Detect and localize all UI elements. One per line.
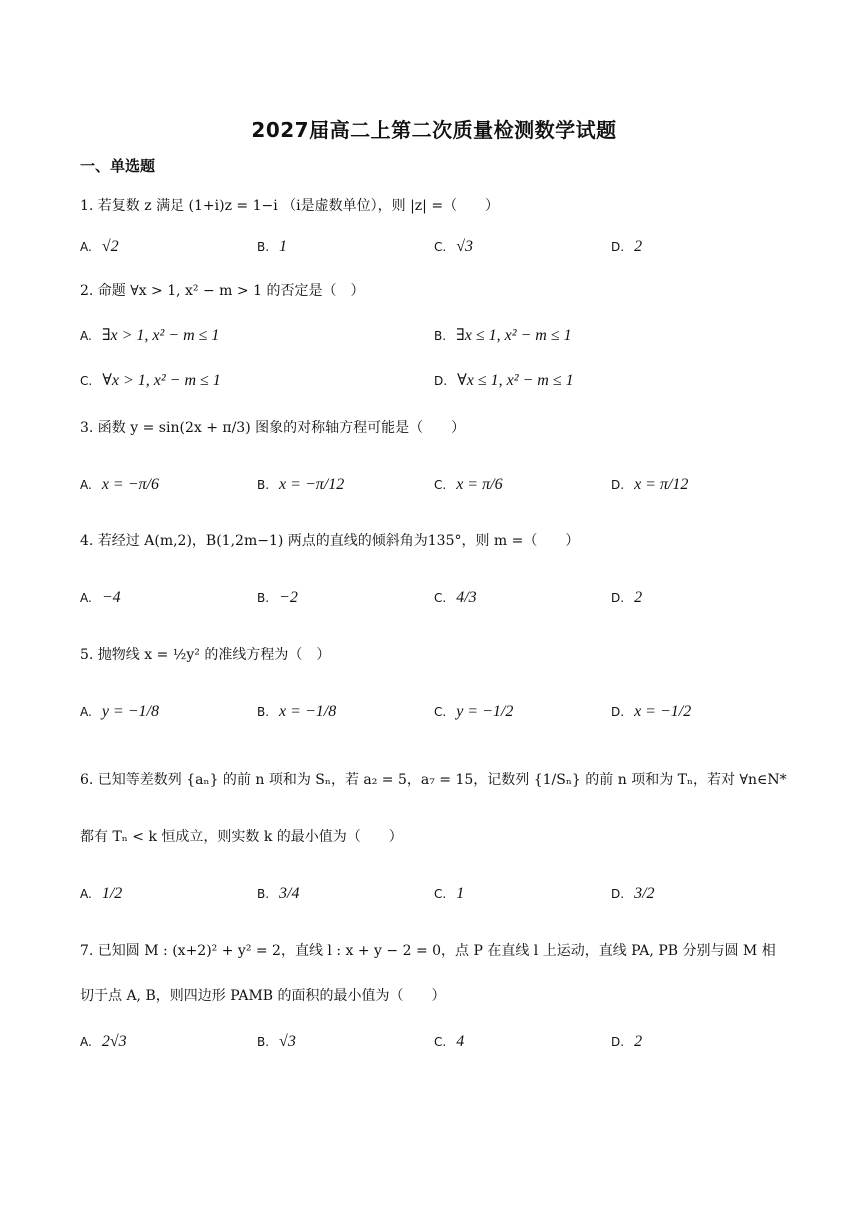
question-2-options-row2: [80, 367, 820, 407]
question-6-options: [80, 880, 820, 920]
q1-option-b[interactable]: B. 1: [257, 238, 288, 255]
question-2-stem: 2. 命题 ∀x > 1, x² − m > 1 的否定是（ ）: [80, 283, 365, 299]
q6-option-c[interactable]: C. 1: [434, 885, 465, 902]
q4-option-c[interactable]: C. 4/3: [434, 589, 477, 606]
question-3-options: [80, 471, 820, 511]
q1-option-c[interactable]: C. √3: [434, 238, 473, 255]
question-3-stem: 3. 函数 y = sin(2x + π/3) 图象的对称轴方程可能是（ ）: [80, 420, 466, 436]
question-7-stem-cont: 切于点 A, B，则四边形 PAMB 的面积的最小值为（ ）: [80, 988, 446, 1004]
section-heading: 一、单选题: [80, 157, 156, 175]
question-7-stem: 7. 已知圆 M : (x+2)² + y² = 2，直线 l : x + y − 2 = 0，点 P 在直线 l 上运动，直线 PA, PB 分别与圆 M 相: [80, 943, 776, 959]
question-2-options-row1: [80, 322, 820, 362]
q3-option-a[interactable]: A. x = −π/6: [80, 476, 159, 493]
question-6-stem-cont: 都有 Tₙ < k 恒成立，则实数 k 的最小值为（ ）: [80, 829, 403, 845]
question-6-stem: 6. 已知等差数列 {aₙ} 的前 n 项和为 Sₙ，若 a₂ = 5，a₇ = 15，记数列 {1/Sₙ} 的前 n 项和为 Tₙ，若对 ∀n∈N*: [80, 772, 787, 788]
q1-option-d[interactable]: D. 2: [611, 238, 643, 255]
q2-option-b[interactable]: B. ∃x ≤ 1, x² − m ≤ 1: [434, 327, 572, 344]
question-5-options: [80, 698, 820, 738]
q6-option-d[interactable]: D. 3/2: [611, 885, 655, 902]
q4-option-a[interactable]: A. −4: [80, 589, 121, 606]
q6-option-a[interactable]: A. 1/2: [80, 885, 123, 902]
q7-option-c[interactable]: C. 4: [434, 1033, 465, 1050]
q4-option-d[interactable]: D. 2: [611, 589, 643, 606]
q2-option-d[interactable]: D. ∀x ≤ 1, x² − m ≤ 1: [434, 372, 574, 389]
q1-option-a[interactable]: A. √2: [80, 238, 119, 255]
exam-title: 2027届高二上第二次质量检测数学试题: [251, 118, 617, 142]
q7-option-d[interactable]: D. 2: [611, 1033, 643, 1050]
q2-option-c[interactable]: C. ∀x > 1, x² − m ≤ 1: [80, 372, 221, 389]
q3-option-d[interactable]: D. x = π/12: [611, 476, 689, 493]
q5-option-a[interactable]: A. y = −1/8: [80, 703, 159, 720]
q3-option-b[interactable]: B. x = −π/12: [257, 476, 345, 493]
q5-option-c[interactable]: C. y = −1/2: [434, 703, 514, 720]
q5-option-b[interactable]: B. x = −1/8: [257, 703, 337, 720]
q5-option-d[interactable]: D. x = −1/2: [611, 703, 692, 720]
q4-option-b[interactable]: B. −2: [257, 589, 298, 606]
question-4-stem: 4. 若经过 A(m,2)，B(1,2m−1) 两点的直线的倾斜角为135°，则 m =（ ）: [80, 533, 580, 549]
question-5-stem: 5. 抛物线 x = ½y² 的准线方程为（ ）: [80, 647, 331, 663]
question-1-stem: 1. 若复数 z 满足 (1+i)z = 1−i （i是虚数单位），则 |z| =（ ）: [80, 198, 500, 214]
q2-option-a[interactable]: A. ∃x > 1, x² − m ≤ 1: [80, 327, 220, 344]
q7-option-a[interactable]: A. 2√3: [80, 1033, 127, 1050]
question-7-options: [80, 1028, 820, 1068]
q7-option-b[interactable]: B. √3: [257, 1033, 296, 1050]
question-4-options: [80, 584, 820, 624]
q3-option-c[interactable]: C. x = π/6: [434, 476, 503, 493]
q6-option-b[interactable]: B. 3/4: [257, 885, 300, 902]
question-1-options: [80, 233, 820, 273]
